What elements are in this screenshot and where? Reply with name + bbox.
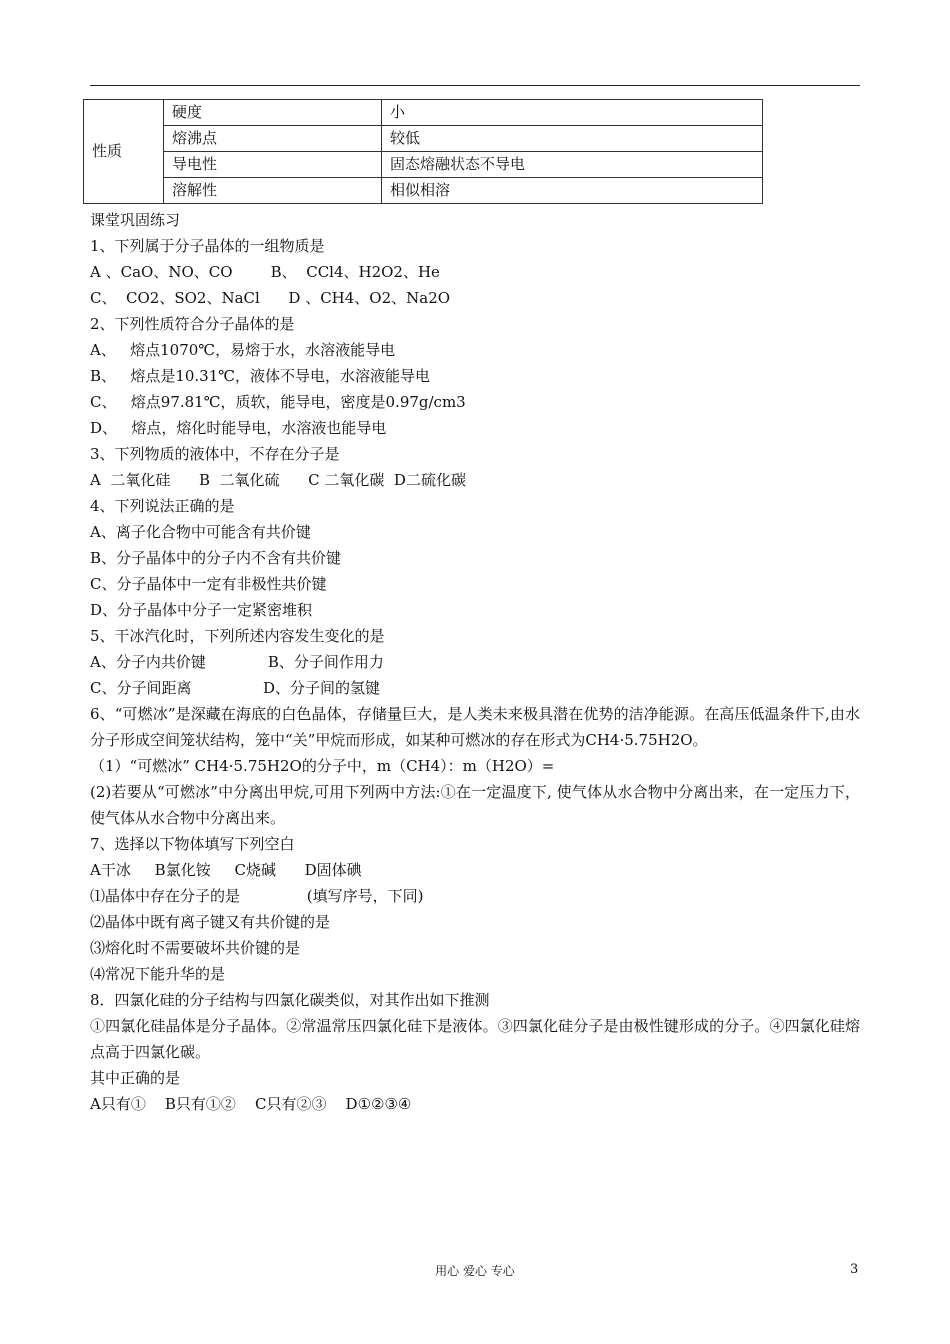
property-value-cell: 固态熔融状态不导电 <box>382 152 763 178</box>
q2-option-b: B、 熔点是10.31℃，液体不导电，水溶液能导电 <box>90 367 431 385</box>
exercise-content <box>90 207 860 1117</box>
group-label-cell: 性质 <box>84 100 164 204</box>
q5-options-line2: C、分子间距离 D、分子间的氢键 <box>90 679 381 697</box>
q1-options-line1: A 、CaO、NO、CO B、 CCl4、H2O2、He <box>90 263 440 281</box>
q4-stem: 4、下列说法正确的是 <box>90 497 235 515</box>
q8-options: A只有① B只有①② C只有②③ D①②③④ <box>90 1095 412 1113</box>
header-rule <box>90 85 860 86</box>
q2-option-a: A、 熔点1070℃，易熔于水，水溶液能导电 <box>90 341 396 359</box>
q7-sub3: ⑶熔化时不需要破坏共价键的是 <box>90 939 301 957</box>
q7-sub4: ⑷常况下能升华的是 <box>90 965 226 983</box>
q4-option-c: C、分子晶体中一定有非极性共价键 <box>90 575 327 593</box>
q4-option-d: D、分子晶体中分子一定紧密堆积 <box>90 601 313 619</box>
properties-table <box>83 99 763 204</box>
q3-stem: 3、下列物质的液体中，不存在分子是 <box>90 445 340 463</box>
q8-statements: ①四氯化硅晶体是分子晶体。②常温常压四氯化硅下是液体。③四氯化硅分子是由极性键形成的分子。④四氯化硅熔点高于四氯化碳。 <box>90 1017 860 1061</box>
q3-options: A 二氧化硅 B 二氧化硫 C 二氧化碳 D二硫化碳 <box>90 471 466 489</box>
q5-options-line1: A、分子内共价键 B、分子间作用力 <box>90 653 384 671</box>
q1-stem: 1、下列属于分子晶体的一组物质是 <box>90 237 325 255</box>
q2-option-d: D、 熔点，熔化时能导电，水溶液也能导电 <box>90 419 387 437</box>
page-footer: 用心 爱心 专心 <box>435 1264 515 1278</box>
property-value-cell: 相似相溶 <box>382 178 763 204</box>
page-number: 3 <box>850 1262 859 1277</box>
property-value-cell: 小 <box>382 100 763 126</box>
q6-stem: 6、“可燃冰”是深藏在海底的白色晶体，存储量巨大，是人类未来极具潜在优势的洁净能源。在高压低温条件下,由水分子形成空间笼状结构，笼中“关”甲烷而形成，如某种可燃冰的存在形式为CH4·5.75H2O。 <box>90 705 860 749</box>
q6-part2: (2)若要从“可燃冰”中分离出甲烷,可用下列两中方法:①在一定温度下, 使气体从水合物中分离出来，在一定压力下， 使气体从水合物中分离出来。 <box>90 783 860 827</box>
property-name-cell: 硬度 <box>164 100 382 126</box>
q1-options-line2: C、 CO2、SO2、NaCl D 、CH4、O2、Na2O <box>90 289 451 307</box>
q8-stem: 8．四氯化硅的分子结构与四氯化碳类似，对其作出如下推测 <box>90 991 490 1009</box>
table-row <box>84 100 763 126</box>
property-name-cell: 导电性 <box>164 152 382 178</box>
q7-options: A干冰 B氯化铵 C烧碱 D固体碘 <box>90 861 362 879</box>
q2-stem: 2、下列性质符合分子晶体的是 <box>90 315 295 333</box>
q7-sub2: ⑵晶体中既有离子键又有共价键的是 <box>90 913 331 931</box>
table-row <box>84 178 763 204</box>
q4-option-a: A、离子化合物中可能含有共价键 <box>90 523 311 541</box>
q6-part1: （1）“可燃冰” CH4·5.75H2O的分子中，m（CH4）：m（H2O）= <box>90 757 555 775</box>
table-row <box>84 126 763 152</box>
q2-option-c: C、 熔点97.81℃，质软，能导电，密度是0.97g/cm3 <box>90 393 466 411</box>
property-name-cell: 溶解性 <box>164 178 382 204</box>
q8-ask: 其中正确的是 <box>90 1069 181 1087</box>
q4-option-b: B、分子晶体中的分子内不含有共价键 <box>90 549 342 567</box>
q7-stem: 7、选择以下物体填写下列空白 <box>90 835 295 853</box>
q7-sub1: ⑴晶体中存在分子的是 (填写序号，下同) <box>90 887 424 905</box>
property-name-cell: 熔沸点 <box>164 126 382 152</box>
property-value-cell: 较低 <box>382 126 763 152</box>
table-row <box>84 152 763 178</box>
q5-stem: 5、干冰汽化时，下列所述内容发生变化的是 <box>90 627 385 645</box>
section-title: 课堂巩固练习 <box>90 211 181 229</box>
